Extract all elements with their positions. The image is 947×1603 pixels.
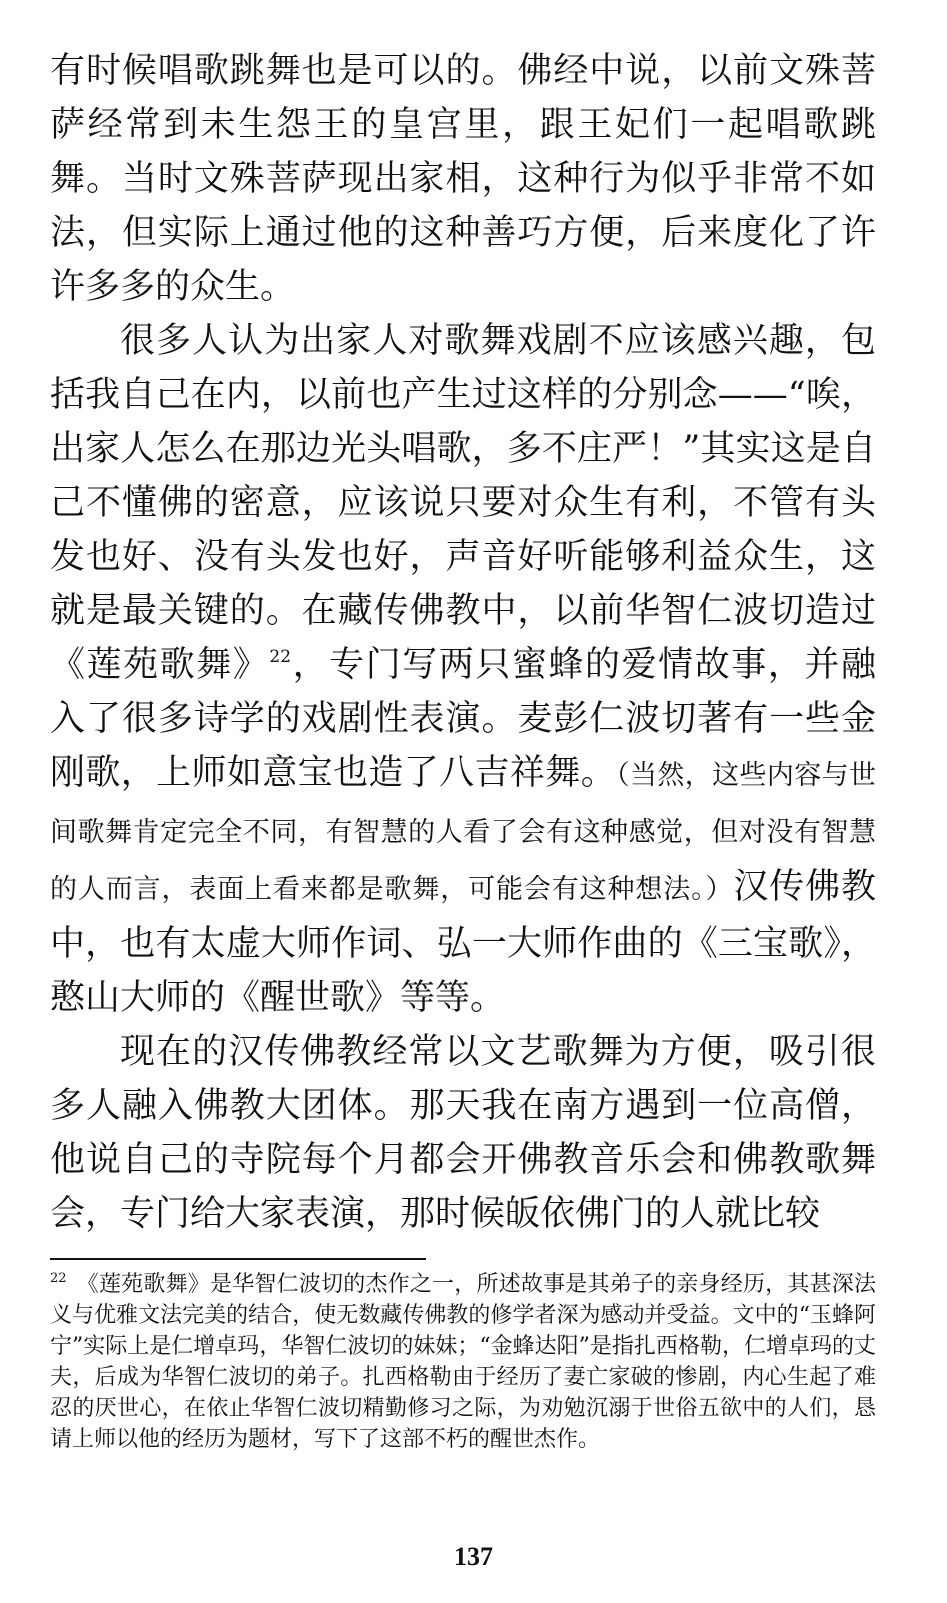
main-text	[50, 44, 876, 1241]
footnote-text: 《莲苑歌舞》是华智仁波切的杰作之一，所述故事是其弟子的亲身经历，其甚深法义与优雅文法完美的结合，使无数藏传佛教的修学者深为感动并受益。文中的“玉蜂阿宁”实际上是仁增卓玛，华智仁波切的妹妹；“金蜂达阳”是指扎西格勒，仁增卓玛的丈夫，后成为华智仁波切的弟子。扎西格勒由于经历了妻亡家破的惨剧，内心生起了难忍的厌世心，在依止华智仁波切精勤修习之际，为劝勉沉溺于世俗五欲中的人们，恳请上师以他的经历为题材，写下了这部不朽的醒世杰作。	[50, 1272, 876, 1452]
paragraph-1: 有时候唱歌跳舞也是可以的。佛经中说，以前文殊菩萨经常到未生怨王的皇宫里，跟王妃们一起唱歌跳舞。当时文殊菩萨现出家相，这种行为似乎非常不如法，但实际上通过他的这种善巧方便，后来度化了许许多多的众生。	[50, 51, 876, 307]
footnote-reference: 22	[269, 647, 292, 667]
parenthetical-note: （当然，这些内容与世间歌舞肯定完全不同，有智慧的人看了会有这种感觉，但对没有智慧的人而言，表面上看来都是歌舞，可能会有这种想法。）	[50, 760, 876, 905]
page-number: 137	[454, 1542, 493, 1571]
footnote-number: 22	[50, 1271, 67, 1286]
paragraph-2	[50, 314, 876, 1025]
paragraph-2-part-b: ，专门写两只蜜蜂的爱情故事，并融入了很多诗学的戏剧性表演。麦彭仁波切著有一些金刚歌，上师如意宝也造了八吉祥舞。	[50, 645, 876, 793]
paragraph-3: 现在的汉传佛教经常以文艺歌舞为方便，吸引很多人融入佛教大团体。那天我在南方遇到一位高僧，他说自己的寺院每个月都会开佛教音乐会和佛教歌舞会，专门给大家表演，那时候皈依佛门的人就比较	[50, 1032, 876, 1234]
footnote	[50, 1269, 876, 1455]
footnote-divider	[50, 1258, 426, 1260]
paragraph-2-part-c: 汉传佛教中，也有太虚大师作词、弘一大师作曲的《三宝歌》，憨山大师的《醒世歌》等等。	[50, 867, 876, 1018]
paragraph-2-part-a: 很多人认为出家人对歌舞戏剧不应该感兴趣，包括我自己在内，以前也产生过这样的分别念——“唉，出家人怎么在那边光头唱歌，多不庄严！”其实这是自己不懂佛的密意，应该说只要对众生有利，不管有头发也好、没有头发也好，声音好听能够利益众生，这就是最关键的。在藏传佛教中，以前华智仁波切造过《莲苑歌舞》	[50, 321, 876, 685]
